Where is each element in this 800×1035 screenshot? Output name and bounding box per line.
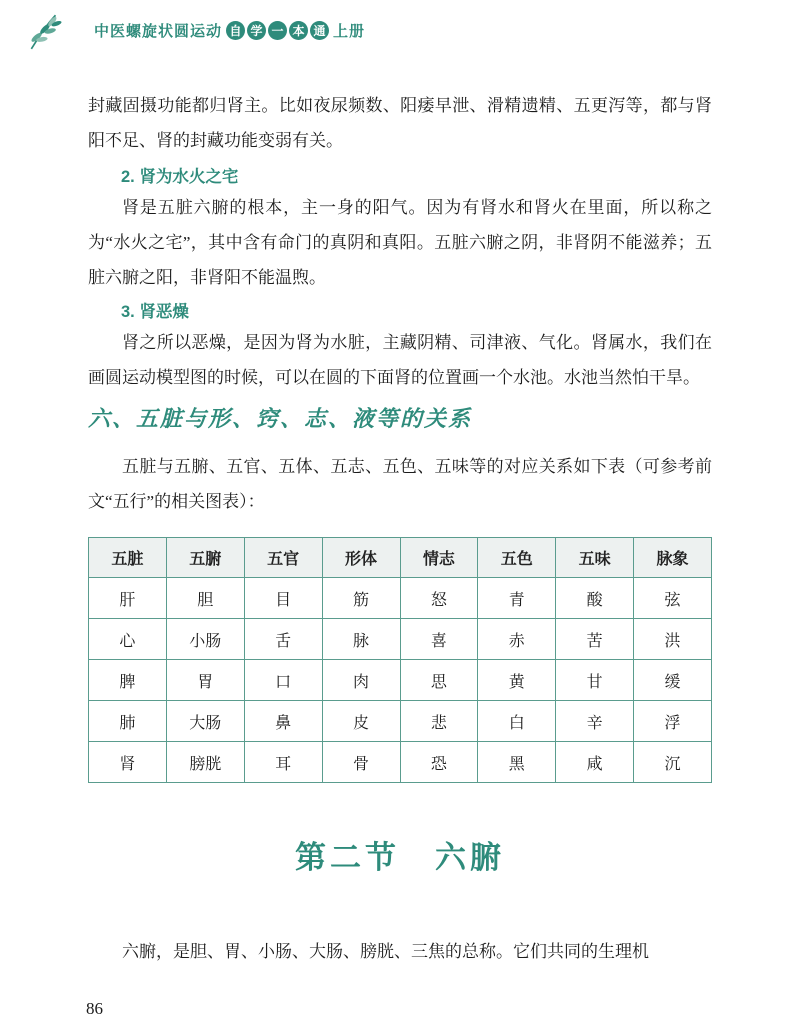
page-header	[0, 0, 800, 48]
badge-char: 自	[226, 21, 245, 40]
table-cell: 咸	[556, 742, 634, 783]
table-header-cell: 五脏	[89, 538, 167, 578]
table-cell: 脉	[322, 619, 400, 660]
table-cell: 目	[244, 578, 322, 619]
badge-char: 学	[247, 21, 266, 40]
badge-char: 一	[268, 21, 287, 40]
table-cell: 酸	[556, 578, 634, 619]
book-title	[94, 20, 365, 41]
table-header-cell: 情志	[400, 538, 478, 578]
table-cell: 辛	[556, 701, 634, 742]
table-header-cell: 脉象	[634, 538, 712, 578]
table-cell: 洪	[634, 619, 712, 660]
table-cell: 喜	[400, 619, 478, 660]
table-cell: 脾	[89, 660, 167, 701]
table-cell: 苦	[556, 619, 634, 660]
table-cell: 赤	[478, 619, 556, 660]
sub-heading-2: 2. 肾为水火之宅	[121, 168, 239, 186]
table-row	[89, 701, 712, 742]
table-row	[89, 660, 712, 701]
table-cell: 黑	[478, 742, 556, 783]
table-cell: 大肠	[166, 701, 244, 742]
table-cell: 缓	[634, 660, 712, 701]
table-header-cell: 五味	[556, 538, 634, 578]
badge-char: 本	[289, 21, 308, 40]
table-cell: 皮	[322, 701, 400, 742]
table-cell: 鼻	[244, 701, 322, 742]
book-title-suffix: 上册	[333, 23, 366, 40]
table-cell: 思	[400, 660, 478, 701]
paragraph: 封藏固摄功能都归肾主。比如夜尿频数、阳痿早泄、滑精遗精、五更泻等，都与肾阳不足、肾的封藏功能变弱有关。	[88, 96, 712, 150]
table-header-cell: 五色	[478, 538, 556, 578]
badge-char: 通	[310, 21, 329, 40]
sub-heading-3: 3. 肾恶燥	[121, 303, 189, 321]
table-cell: 小肠	[166, 619, 244, 660]
table-cell: 甘	[556, 660, 634, 701]
book-title-badges	[226, 21, 329, 40]
table-cell: 白	[478, 701, 556, 742]
paragraph: 肾是五脏六腑的根本，主一身的阳气。因为有肾水和肾火在里面，所以称之为“水火之宅”，其中含有命门的真阴和真阳。五脏六腑之阴，非肾阴不能滋养；五脏六腑之阳，非肾阳不能温煦。	[88, 198, 712, 287]
table-cell: 沉	[634, 742, 712, 783]
table-cell: 青	[478, 578, 556, 619]
table-row	[89, 578, 712, 619]
five-zang-relations-table	[88, 537, 712, 783]
page-number: 86	[86, 999, 103, 1018]
table-cell: 恐	[400, 742, 478, 783]
table-cell: 口	[244, 660, 322, 701]
table-cell: 胃	[166, 660, 244, 701]
table-cell: 肝	[89, 578, 167, 619]
table-cell: 悲	[400, 701, 478, 742]
page-content	[0, 88, 800, 969]
table-cell: 肺	[89, 701, 167, 742]
table-header-cell: 形体	[322, 538, 400, 578]
leaf-logo-icon	[24, 10, 66, 52]
table-cell: 骨	[322, 742, 400, 783]
table-cell: 怒	[400, 578, 478, 619]
table-cell: 膀胱	[166, 742, 244, 783]
table-cell: 肾	[89, 742, 167, 783]
section-heading: 六、五脏与形、窍、志、液等的关系	[88, 406, 473, 431]
table-cell: 筋	[322, 578, 400, 619]
table-cell: 弦	[634, 578, 712, 619]
chapter-heading: 第二节 六腑	[295, 840, 505, 875]
table-cell: 肉	[322, 660, 400, 701]
table-cell: 耳	[244, 742, 322, 783]
table-header-cell: 五腑	[166, 538, 244, 578]
book-title-prefix: 中医螺旋状圆运动	[94, 23, 223, 40]
table-header-row	[89, 538, 712, 578]
table-cell: 浮	[634, 701, 712, 742]
table-header-cell: 五官	[244, 538, 322, 578]
table-row	[89, 619, 712, 660]
table-cell: 舌	[244, 619, 322, 660]
paragraph: 五脏与五腑、五官、五体、五志、五色、五味等的对应关系如下表（可参考前文“五行”的相关图表）：	[88, 457, 712, 511]
table-cell: 心	[89, 619, 167, 660]
table-cell: 黄	[478, 660, 556, 701]
paragraph: 肾之所以恶燥，是因为肾为水脏，主藏阴精、司津液、气化。肾属水，我们在画圆运动模型图的时候，可以在圆的下面肾的位置画一个水池。水池当然怕干旱。	[88, 333, 712, 387]
table-cell: 胆	[166, 578, 244, 619]
table-row	[89, 742, 712, 783]
paragraph: 六腑，是胆、胃、小肠、大肠、膀胱、三焦的总称。它们共同的生理机	[122, 942, 649, 961]
